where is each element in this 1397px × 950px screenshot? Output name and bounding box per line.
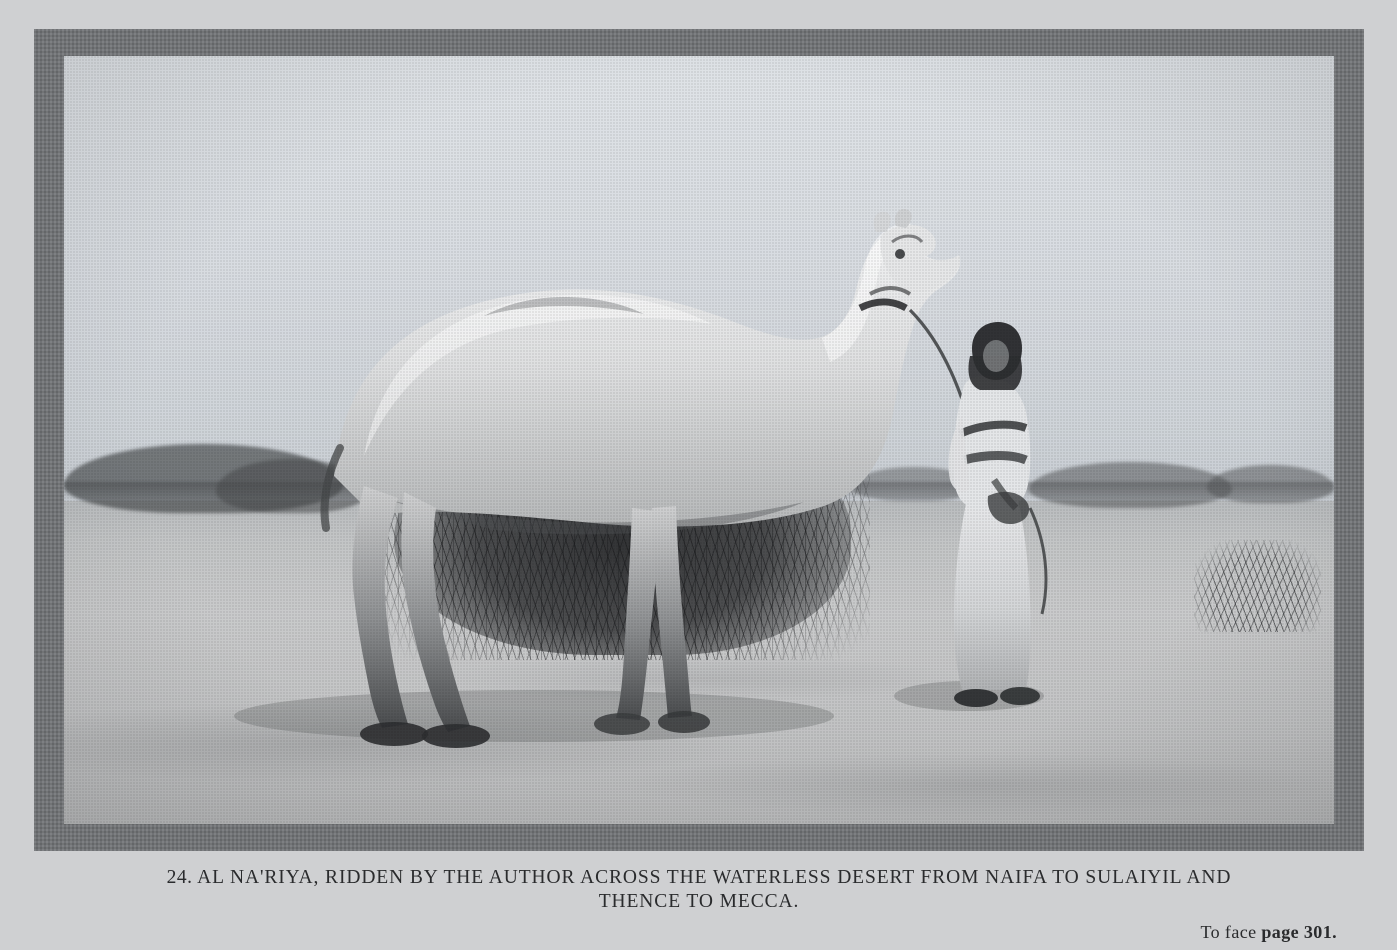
facing-note-prefix: To face <box>1200 922 1262 942</box>
caption-line-1: AL NA'RIYA, RIDDEN BY THE AUTHOR ACROSS THE WATERLESS DESERT FROM NAIFA TO SULAIYIL AND <box>197 867 1232 888</box>
plate-photograph <box>64 56 1334 824</box>
photo-plate-frame <box>34 29 1364 851</box>
caption-line-2: THENCE TO MECCA. <box>598 890 800 912</box>
camel-and-attendant-figure <box>64 56 1334 824</box>
facing-page-note <box>1200 922 1337 943</box>
plate-number: 24. <box>166 867 193 888</box>
facing-note-page: page 301. <box>1261 922 1337 942</box>
plate-caption <box>34 866 1364 914</box>
